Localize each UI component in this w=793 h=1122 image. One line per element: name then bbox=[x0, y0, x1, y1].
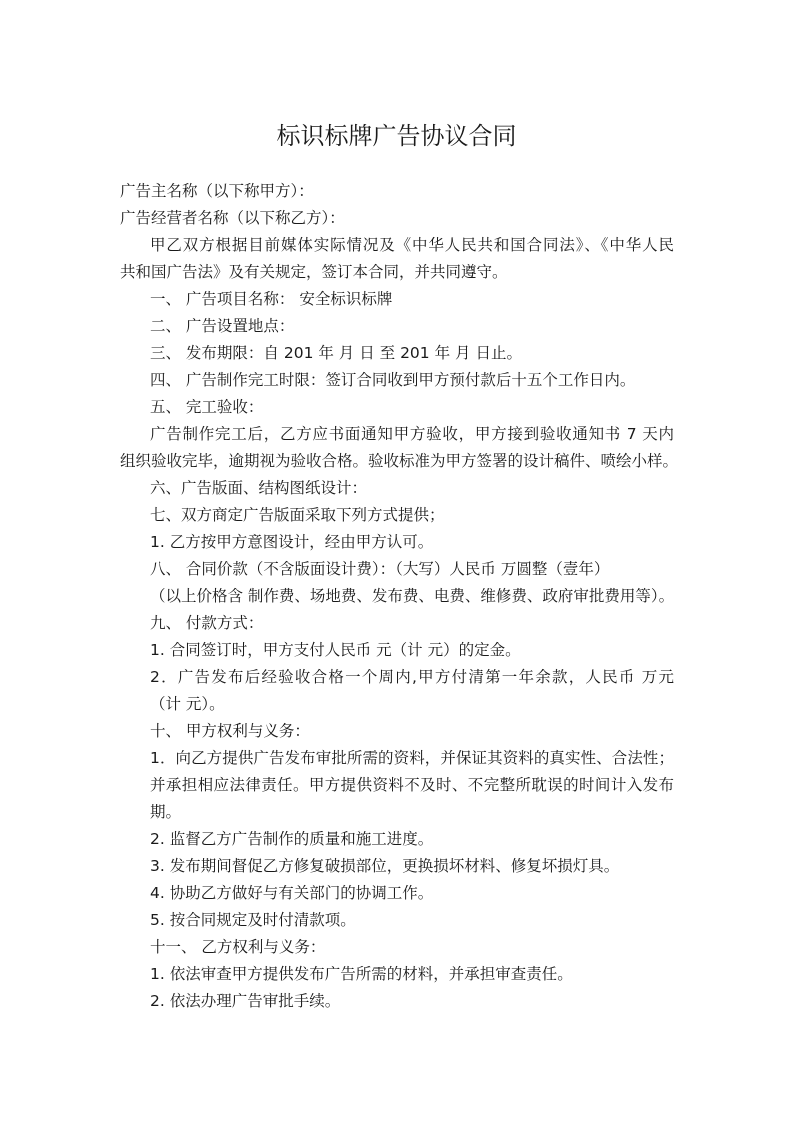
text-line: 二、 广告设置地点： bbox=[150, 317, 295, 335]
text-line: 甲乙双方根据目前媒体实际情况及《中华人民共和国合同法》、《中华人民 bbox=[150, 236, 674, 254]
text-line: 期。 bbox=[150, 803, 182, 821]
text-line: 四、 广告制作完工时限：签订合同收到甲方预付款后十五个工作日内。 bbox=[150, 371, 636, 389]
text-line: 十一、 乙方权利与义务： bbox=[150, 938, 326, 956]
text-line: 八、 合同价款（不含版面设计费）：（大写）人民币 万圆整（壹年） bbox=[150, 560, 610, 578]
text-line: 一、 广告项目名称： 安全标识标牌 bbox=[150, 290, 393, 308]
text-line: 广告主名称（以下称甲方）： bbox=[120, 182, 314, 200]
text-line: 九、 付款方式： bbox=[150, 614, 264, 632]
text-line: 1. 乙方按甲方意图设计，经由甲方认可。 bbox=[150, 533, 434, 551]
document-title: 标识标牌广告协议合同 bbox=[276, 122, 517, 150]
text-line: 六、广告版面、结构图纸设计： bbox=[150, 479, 368, 497]
text-line: 组织验收完毕，逾期视为验收合格。验收标准为甲方签署的设计稿件、喷绘小样。 bbox=[120, 452, 679, 470]
text-line: 1．向乙方提供广告发布审批所需的资料，并保证其资料的真实性、合法性； bbox=[150, 749, 674, 767]
text-line: 1. 依法审查甲方提供发布广告所需的材料，并承担审查责任。 bbox=[150, 965, 573, 983]
text-line: 3. 发布期间督促乙方修复破损部位，更换损坏材料、修复坏损灯具。 bbox=[150, 857, 620, 875]
text-line: 十、 甲方权利与义务： bbox=[150, 722, 310, 740]
text-line: （以上价格含 制作费、场地费、发布费、电费、维修费、政府审批费用等）。 bbox=[150, 587, 675, 605]
text-line: 4. 协助乙方做好与有关部门的协调工作。 bbox=[150, 884, 434, 902]
text-line: 共和国广告法》及有关规定，签订本合同，并共同遵守。 bbox=[120, 263, 508, 281]
text-line: 三、 发布期限：自 201 年 月 日 至 201 年 月 日止。 bbox=[150, 344, 522, 362]
text-line: 广告经营者名称（以下称乙方）： bbox=[120, 209, 345, 227]
text-line: 五、 完工验收： bbox=[150, 398, 264, 416]
text-line: 2. 监督乙方广告制作的质量和施工进度。 bbox=[150, 830, 434, 848]
text-line: 并承担相应法律责任。甲方提供资料不及时、不完整所耽误的时间计入发布 bbox=[150, 776, 674, 794]
text-line: 2．广告发布后经验收合格一个周内,甲方付清第一年余款，人民币 万元 bbox=[150, 668, 674, 686]
text-line: 七、双方商定广告版面采取下列方式提供； bbox=[150, 506, 445, 524]
text-line: 1. 合同签订时，甲方支付人民币 元（计 元）的定金。 bbox=[150, 641, 521, 659]
text-line: （计 元）。 bbox=[150, 695, 225, 713]
text-line: 广告制作完工后，乙方应书面通知甲方验收，甲方接到验收通知书 7 天内 bbox=[150, 425, 674, 443]
text-line: 5. 按合同规定及时付清款项。 bbox=[150, 911, 356, 929]
text-line: 2. 依法办理广告审批手续。 bbox=[150, 992, 341, 1010]
